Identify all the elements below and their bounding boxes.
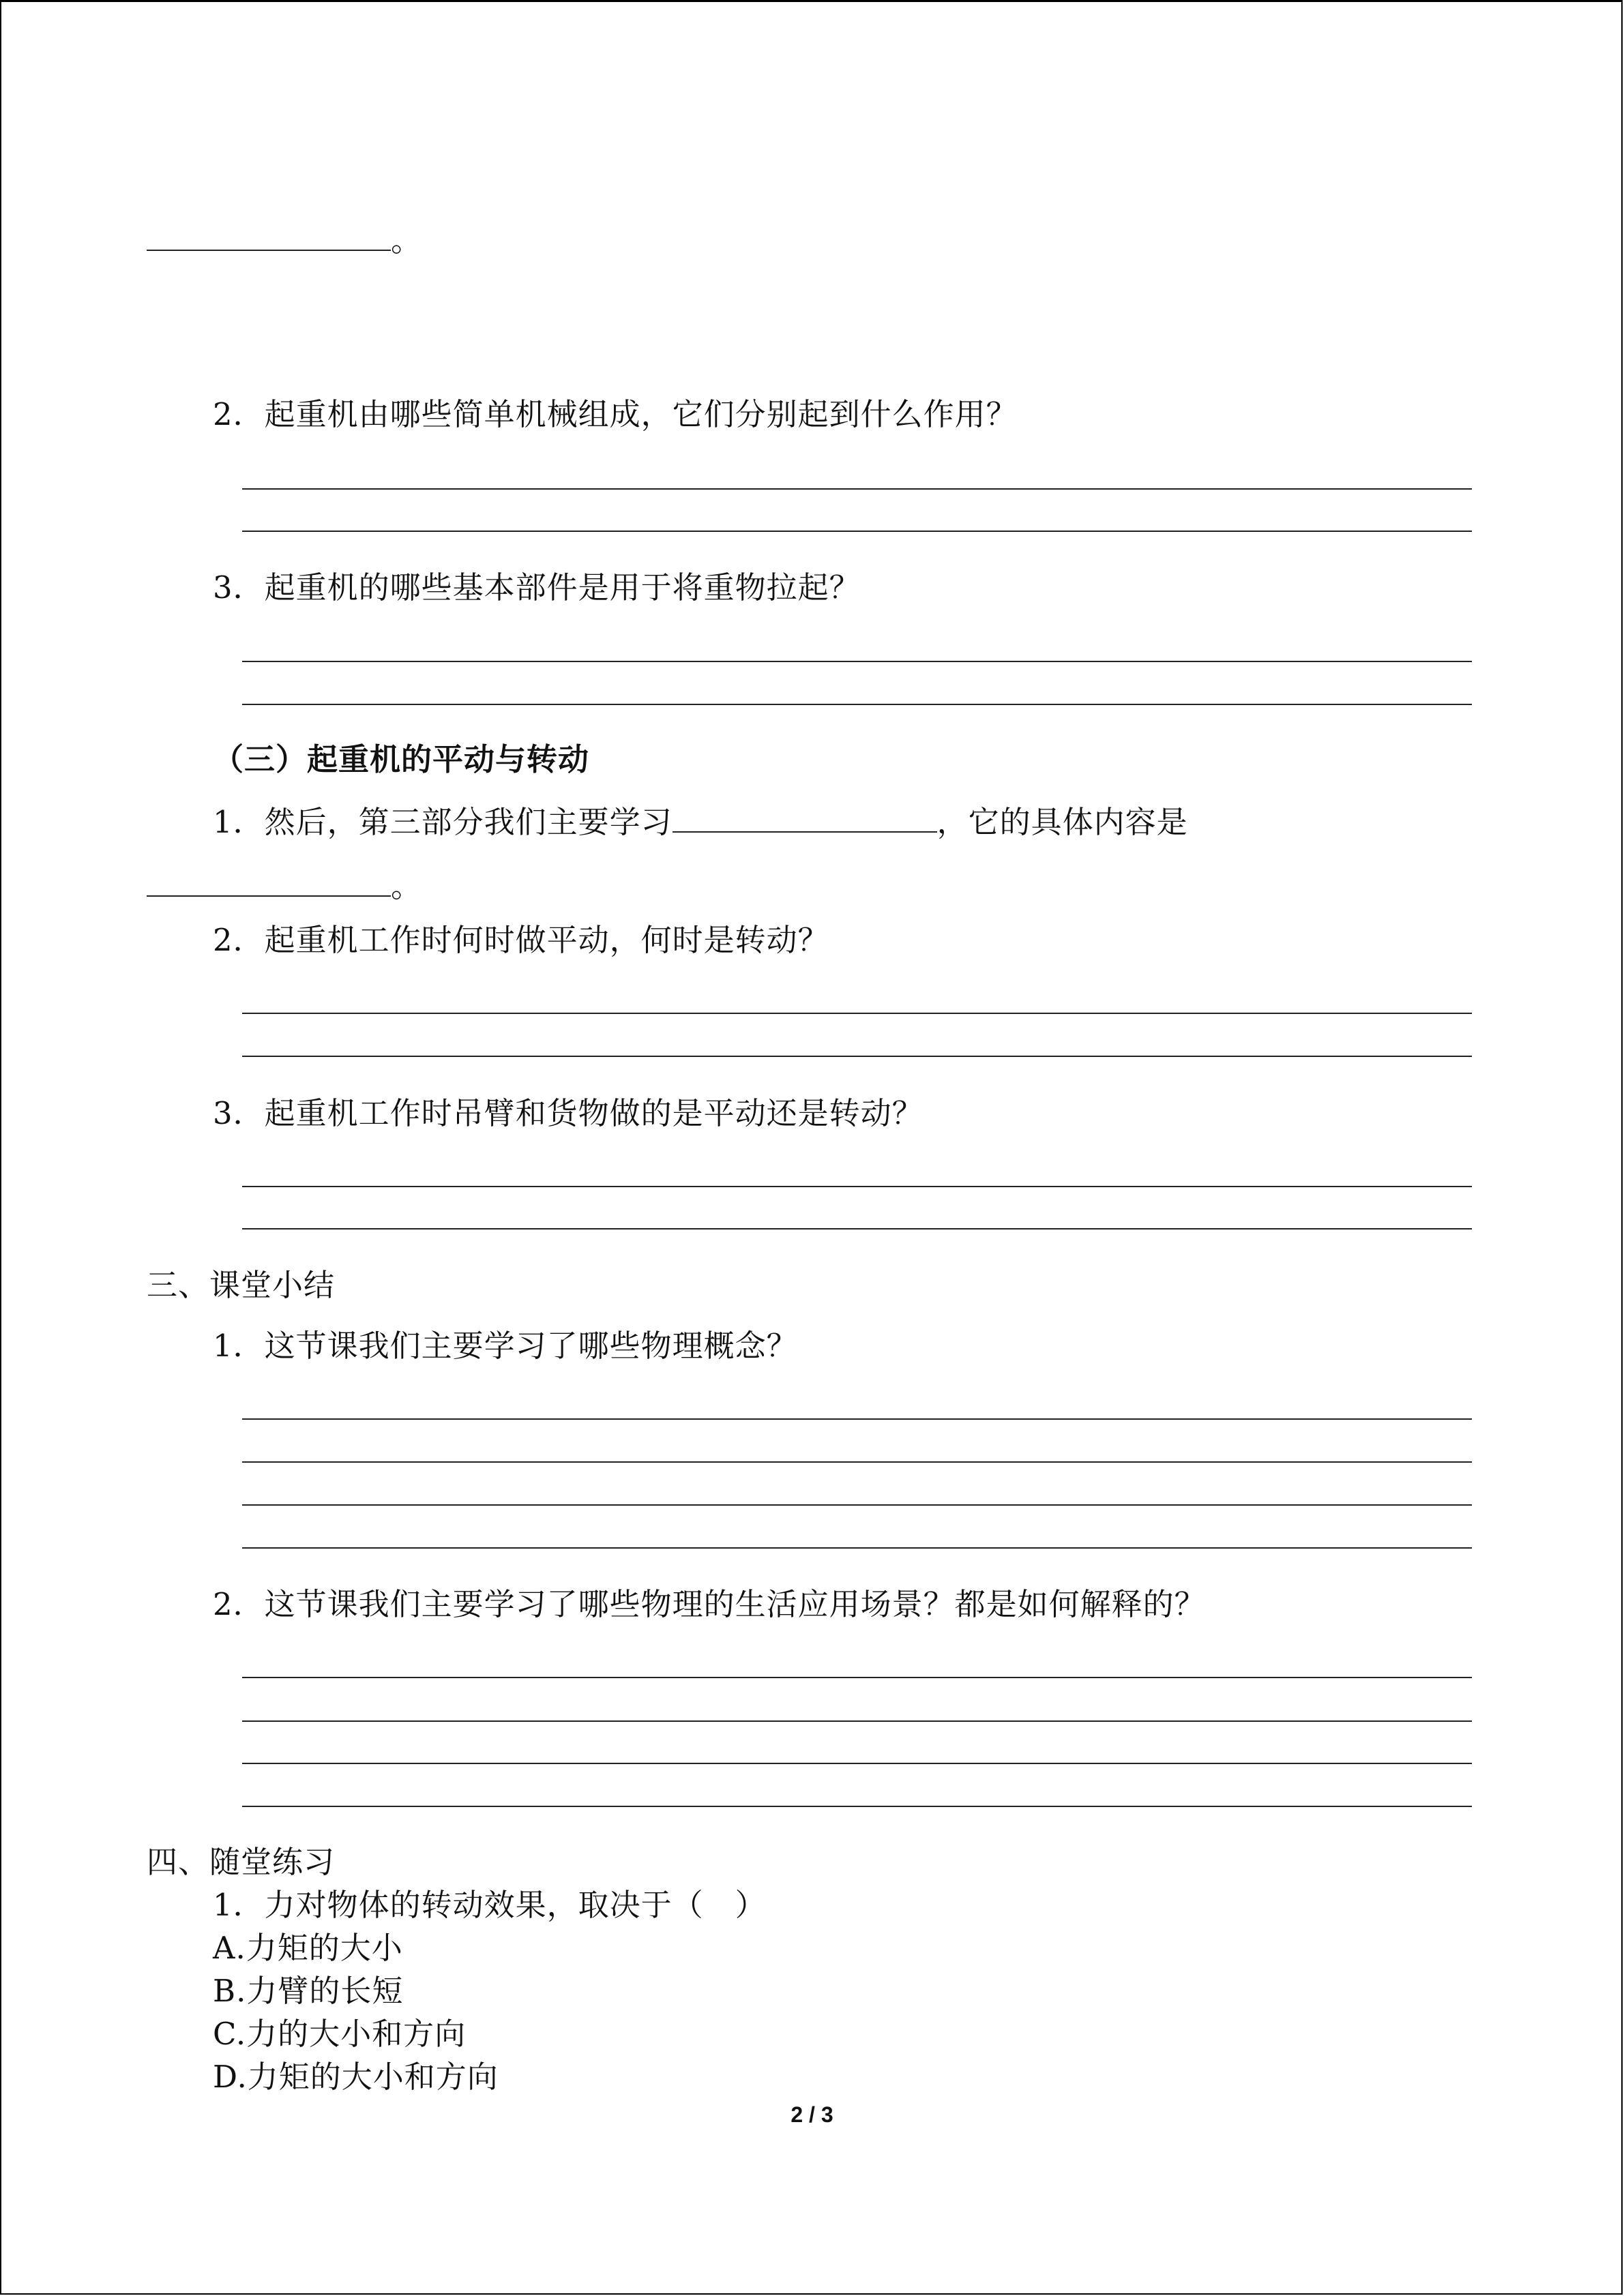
answer-line[interactable] xyxy=(242,1228,1472,1229)
practice-question-1: 1．力对物体的转动效果，取决于（ ） xyxy=(213,1887,767,1923)
continuation-line-2 xyxy=(147,864,422,907)
answer-line[interactable] xyxy=(242,1056,1472,1057)
continuation-end: 。 xyxy=(391,222,423,258)
question-boom-motion: 3．起重机工作时吊臂和货物做的是平动还是转动？ xyxy=(213,1095,924,1131)
question-text-before: 1．然后，第三部分我们主要学习 xyxy=(213,804,673,840)
question-part3-topic xyxy=(213,800,1188,843)
question-physics-concepts: 1．这节课我们主要学习了哪些物理概念？ xyxy=(213,1328,798,1364)
continuation-line xyxy=(147,218,422,261)
answer-line[interactable] xyxy=(242,531,1472,532)
question-application-scenes: 2．这节课我们主要学习了哪些物理的生活应用场景？都是如何解释的？ xyxy=(213,1586,1206,1622)
question-text-after: ，它的具体内容是 xyxy=(936,804,1188,840)
section-heading-summary: 三、课堂小结 xyxy=(147,1267,336,1303)
answer-line[interactable] xyxy=(242,1504,1472,1506)
answer-line[interactable] xyxy=(242,488,1472,490)
question-crane-parts: 3．起重机的哪些基本部件是用于将重物拉起？ xyxy=(213,569,861,606)
answer-line[interactable] xyxy=(242,1547,1472,1549)
page-number: 2 / 3 xyxy=(791,2102,833,2127)
answer-line[interactable] xyxy=(242,1806,1472,1807)
answer-blank[interactable] xyxy=(147,218,391,251)
answer-line[interactable] xyxy=(242,1763,1472,1764)
answer-line[interactable] xyxy=(242,1418,1472,1420)
question-when-translation: 2．起重机工作时何时做平动，何时是转动？ xyxy=(213,922,829,958)
answer-line[interactable] xyxy=(242,1677,1472,1678)
option-d[interactable]: D.力矩的大小和方向 xyxy=(213,2059,499,2095)
section-heading-practice: 四、随堂练习 xyxy=(147,1844,336,1880)
answer-blank[interactable] xyxy=(673,800,937,833)
answer-line[interactable] xyxy=(242,1720,1472,1722)
option-a[interactable]: A.力矩的大小 xyxy=(213,1930,403,1966)
question-crane-machines: 2．起重机由哪些简单机械组成，它们分别起到什么作用？ xyxy=(213,396,1018,432)
answer-line[interactable] xyxy=(242,661,1472,662)
option-c[interactable]: C.力的大小和方向 xyxy=(213,2016,467,2052)
answer-line[interactable] xyxy=(242,1461,1472,1463)
section-heading-translation-rotation: （三）起重机的平动与转动 xyxy=(213,741,590,777)
answer-line[interactable] xyxy=(242,1186,1472,1187)
answer-blank[interactable] xyxy=(147,864,391,897)
answer-line[interactable] xyxy=(242,704,1472,705)
question-text-end: 。 xyxy=(391,868,423,904)
answer-line[interactable] xyxy=(242,1013,1472,1014)
option-b[interactable]: B.力臂的长短 xyxy=(213,1973,404,2009)
